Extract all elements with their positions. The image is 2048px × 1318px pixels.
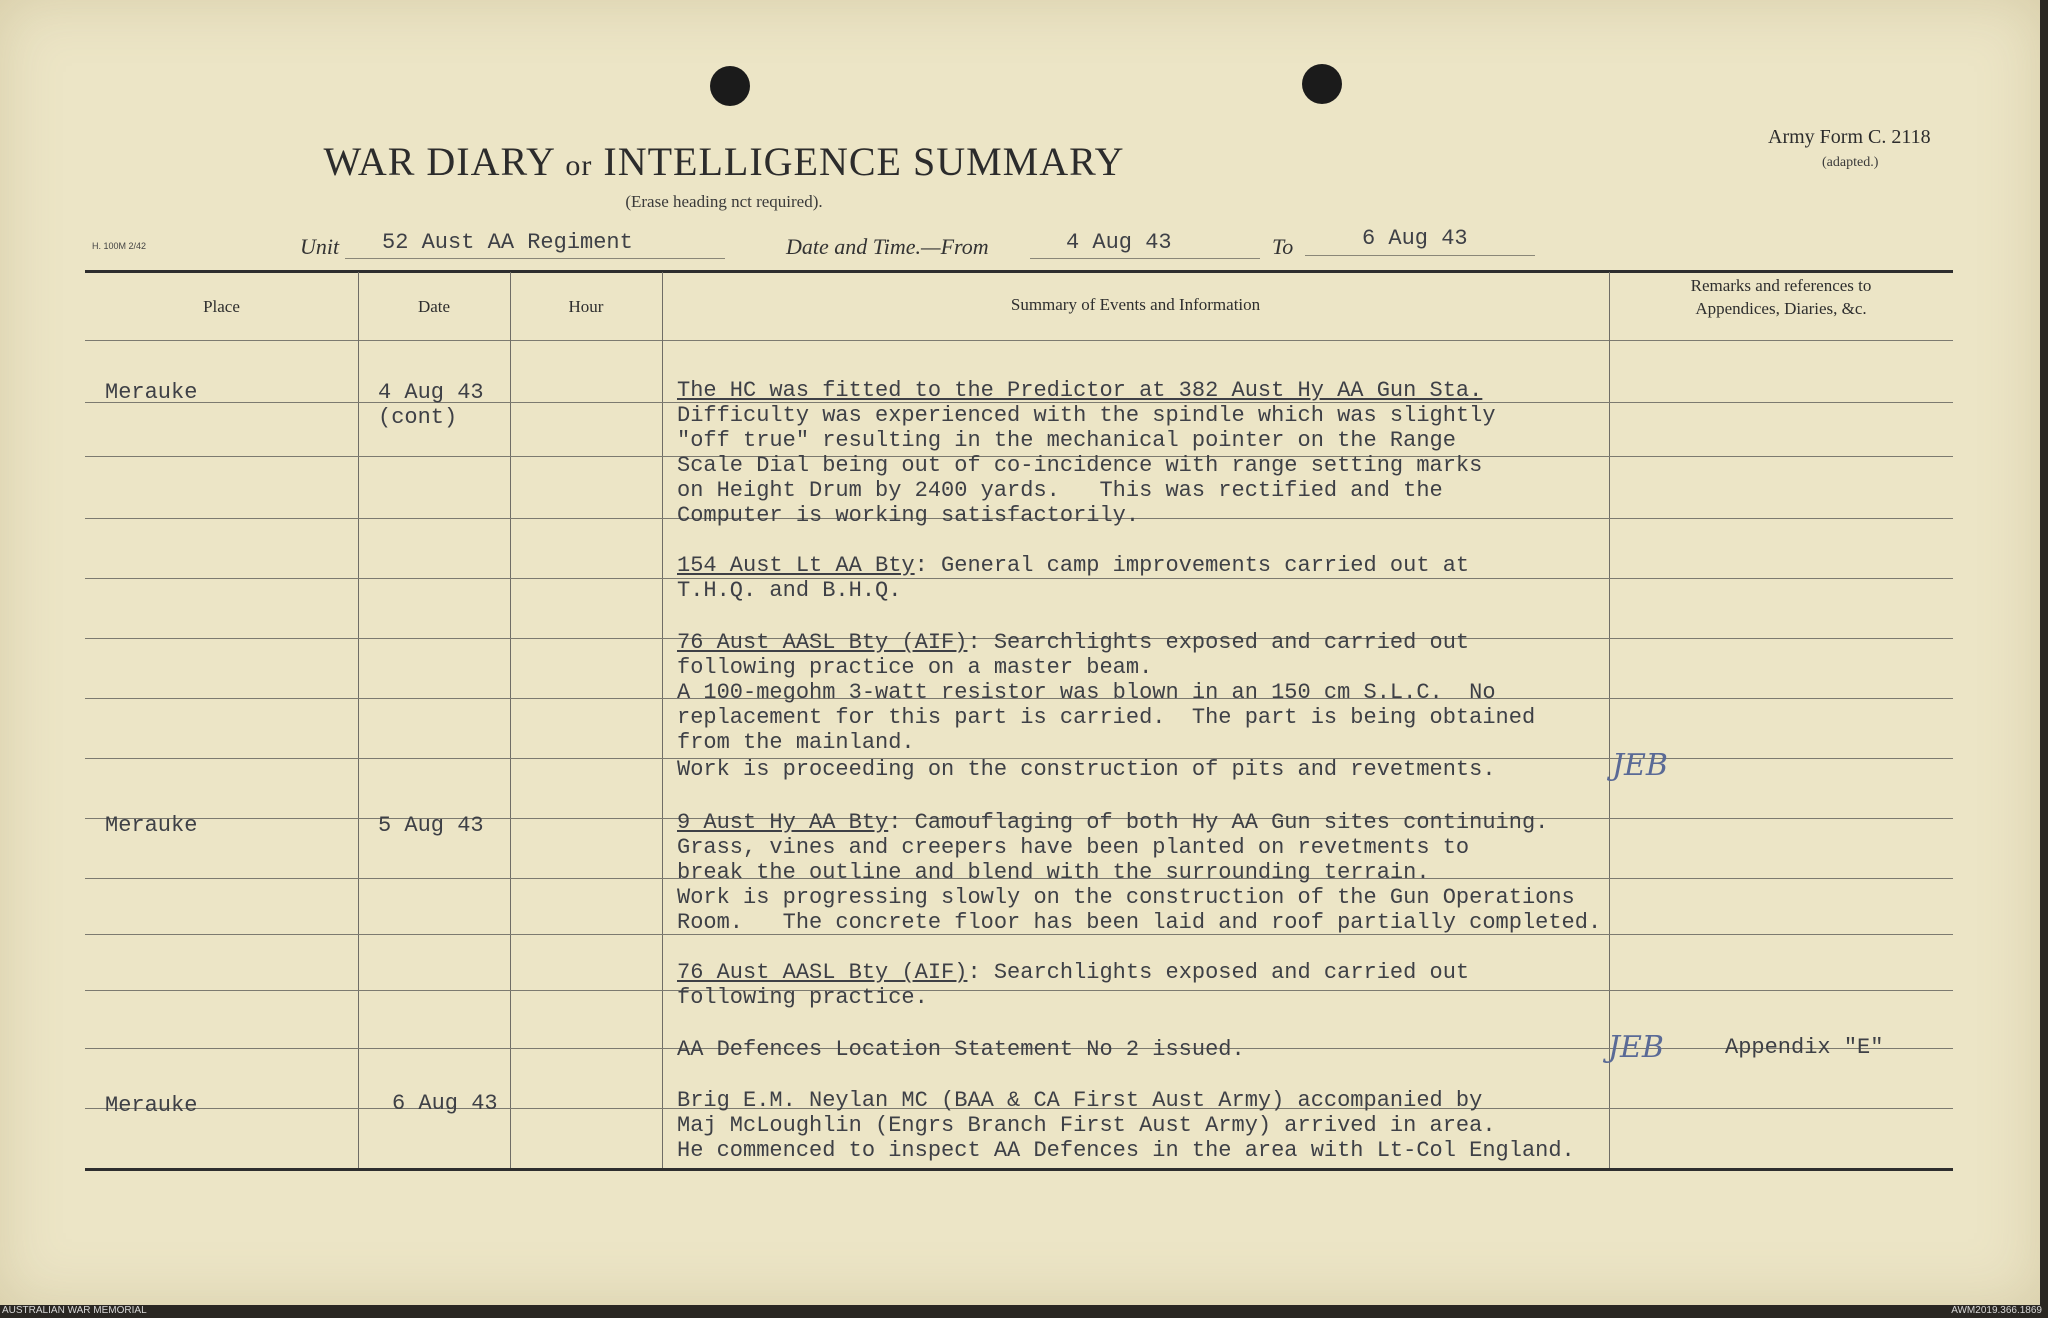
- summary-line: Grass, vines and creepers have been planted on revetments to: [677, 835, 1470, 860]
- army-form-adapted: (adapted.): [1822, 155, 1879, 170]
- punch-hole-left: [710, 66, 750, 106]
- entry-place: Merauke: [105, 380, 198, 405]
- form-title: [0, 138, 1448, 185]
- unit-underline: [345, 258, 725, 259]
- header-place: Place: [203, 297, 240, 316]
- column-divider-hour: [662, 272, 663, 1168]
- date-from-underline: [1030, 258, 1260, 259]
- column-divider-date: [510, 272, 511, 1168]
- summary-line: 154 Aust Lt AA Bty: General camp improvements carried out at: [677, 553, 1470, 578]
- title-part2: INTELLIGENCE SUMMARY: [603, 139, 1125, 184]
- form-print-code: H. 100M 2/42: [92, 241, 147, 251]
- summary-line: Brig E.M. Neylan MC (BAA & CA First Aust Army) accompanied by: [677, 1088, 1483, 1113]
- summary-line: "off true" resulting in the mechanical pointer on the Range: [677, 428, 1456, 453]
- punch-hole-right: [1302, 64, 1342, 104]
- unit-value: 52 Aust AA Regiment: [382, 230, 633, 255]
- header-remarks-line2: Appendices, Diaries, &c.: [1695, 299, 1867, 318]
- summary-line: following practice.: [677, 985, 928, 1010]
- date-from-label: Date and Time.—From: [786, 234, 989, 259]
- entry-date: 6 Aug 43: [392, 1091, 498, 1116]
- ruled-line: [85, 578, 1953, 579]
- table-bottom-rule: [85, 1168, 1953, 1171]
- summary-line: Work is proceeding on the construction of pits and revetments.: [677, 757, 1496, 782]
- summary-line: Work is progressing slowly on the construction of the Gun Operations: [677, 885, 1575, 910]
- date-to-label: To: [1272, 234, 1294, 259]
- summary-line: Difficulty was experienced with the spindle which was slightly: [677, 403, 1496, 428]
- summary-line: He commenced to inspect AA Defences in the area with Lt-Col England.: [677, 1138, 1575, 1163]
- header-hour: Hour: [568, 297, 604, 316]
- summary-line: Room. The concrete floor has been laid and roof partially completed.: [677, 910, 1602, 935]
- summary-line: on Height Drum by 2400 yards. This was rectified and the: [677, 478, 1443, 503]
- summary-line: T.H.Q. and B.H.Q.: [677, 578, 902, 603]
- unit-label: Unit: [300, 234, 340, 259]
- summary-line: 9 Aust Hy AA Bty: Camouflaging of both Hy AA Gun sites continuing.: [677, 810, 1549, 835]
- title-or: or: [565, 149, 593, 182]
- form-subtitle: (Erase heading nct required).: [625, 192, 823, 211]
- summary-line: break the outline and blend with the surrounding terrain.: [677, 860, 1430, 885]
- entry-date-cont: (cont): [378, 405, 458, 430]
- summary-line: 76 Aust AASL Bty (AIF): Searchlights exposed and carried out: [677, 960, 1470, 985]
- summary-line: Computer is working satisfactorily.: [677, 503, 1140, 528]
- army-form-number: Army Form C. 2118: [1768, 126, 1931, 148]
- footer-archive: AUSTRALIAN WAR MEMORIAL: [2, 1305, 147, 1316]
- date-to-value: 6 Aug 43: [1362, 226, 1468, 251]
- ruled-line: [85, 990, 1953, 991]
- date-to-underline: [1305, 255, 1535, 256]
- handwritten-initials: JEB: [1612, 748, 1668, 783]
- summary-line: following practice on a master beam.: [677, 655, 1153, 680]
- summary-line: A 100-megohm 3-watt resistor was blown in an 150 cm S.L.C. No: [677, 680, 1496, 705]
- entry-date: 4 Aug 43: [378, 380, 484, 405]
- footer-catalogue-id: AWM2019.366.1869: [1951, 1305, 2042, 1316]
- column-divider-place: [358, 272, 359, 1168]
- summary-line: AA Defences Location Statement No 2 issued.: [677, 1037, 1245, 1062]
- summary-line: Maj McLoughlin (Engrs Branch First Aust Army) arrived in area.: [677, 1113, 1496, 1138]
- header-bottom-rule: [85, 340, 1953, 341]
- header-summary: Summary of Events and Information: [1010, 295, 1261, 314]
- table-top-rule: [85, 270, 1953, 273]
- summary-line: replacement for this part is carried. The part is being obtained: [677, 705, 1536, 730]
- header-remarks-line1: Remarks and references to: [1690, 276, 1872, 295]
- summary-line: The HC was fitted to the Predictor at 382 Aust Hy AA Gun Sta.: [677, 378, 1483, 403]
- summary-line: 76 Aust AASL Bty (AIF): Searchlights exposed and carried out: [677, 630, 1470, 655]
- summary-line: from the mainland.: [677, 730, 915, 755]
- appendix-reference: Appendix "E": [1725, 1035, 1884, 1060]
- summary-line: Scale Dial being out of co-incidence with range setting marks: [677, 453, 1483, 478]
- handwritten-initials: JEB: [1608, 1030, 1664, 1065]
- entry-place: Merauke: [105, 1093, 198, 1118]
- date-from-value: 4 Aug 43: [1066, 230, 1172, 255]
- entry-place: Merauke: [105, 813, 198, 838]
- title-part1: WAR DIARY: [323, 139, 555, 184]
- header-date: Date: [417, 297, 451, 316]
- entry-date: 5 Aug 43: [378, 813, 484, 838]
